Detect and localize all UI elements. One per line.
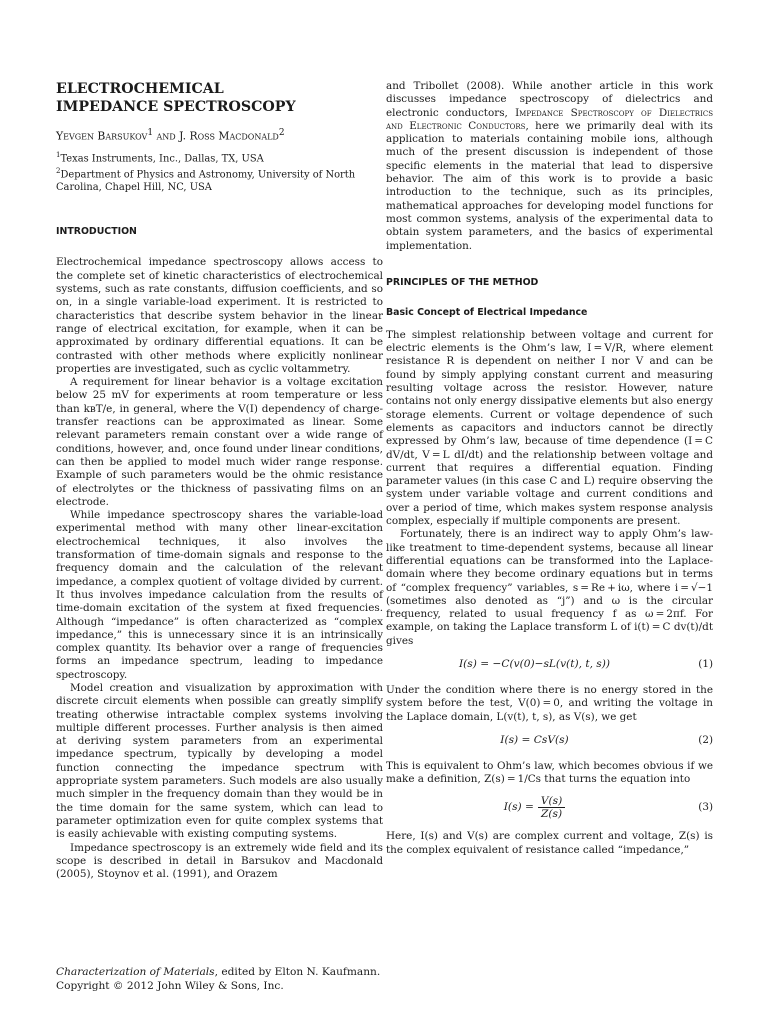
scope-paragraph bbox=[386, 80, 713, 253]
intro-paragraph-2: A requirement for linear behavior is a voltage excitation below 25 mV for experiments at room temperature or less than kʙT/e, in general, where the V(I) dependency of charge-transfer reactions can be approximated as linear. Some relevant parameters remain constant over a wide range of conditions, however, and, once found under linear conditions, can then be applied to model much wider range response. Example of such parameters would be the ohmic resistance of electrolytes or the thickness of passivating films on an electrode. bbox=[56, 376, 383, 508]
subsection-heading-impedance: Basic Concept of Electrical Impedance bbox=[386, 306, 588, 318]
intro-paragraph-4: Model creation and visualization by approximation with discrete circuit elements when possible can greatly simplify treating otherwise intractable complex systems involving multiple different processes. Further analysis is then aimed at deriving system parameters from an experimental impedance spectrum, typically by developing a model function connecting the impedance spectrum with appropriate system parameters. Such models are also usually much simpler in the frequency domain than they would be in the time domain for the same system, which can lead to parameter optimization even for quite complex systems that is easily achievable with existing computing systems. bbox=[56, 681, 383, 841]
intro-paragraph-5: Impedance spectroscopy is an extremely wide field and its scope is described in detail in Barsukov and Macdonald (2005), Stoynov et al. (1991), and Orazem bbox=[56, 841, 383, 881]
intro-paragraph-1: Electrochemical impedance spectroscopy allows access to the complete set of kinetic characteristics of electrochemical systems, such as rate constants, diffusion coefficients, and so on, in a single variable-load experiment. It is restricted to characteristics that describe system behavior in the linear range of electrical excitation, for example, when it can be approximated by ordinary differential equations. It can be contrasted with other methods where explicitly nonlinear properties are investigated, such as cyclic voltammetry. bbox=[56, 256, 383, 375]
author-conjunction: and bbox=[153, 129, 180, 143]
equation-3 bbox=[386, 792, 713, 822]
equation-2-number: (2) bbox=[698, 734, 713, 747]
principles-paragraph-2: Fortunately, there is an indirect way to apply Ohm’s law-like treatment to time-dependent systems, because all linear differential equations can be transformed into the Laplace-domain where they become ordinary equations but in terms of “complex frequency” variables, s = Re + iω, where i = √−1 (sometimes also denoted as “j”) and ω is the circular frequency, related to usual frequency f as ω = 2πf. For example, on taking the Laplace transform L of i(t) = C dv(t)/dt gives bbox=[386, 528, 713, 647]
equation-1 bbox=[386, 656, 713, 674]
citation-rest: , edited by Elton N. Kaufmann. bbox=[214, 966, 381, 978]
left-column bbox=[56, 80, 383, 881]
author-1: Yevgen Barsukov bbox=[56, 129, 148, 143]
intro-paragraph-3: While impedance spectroscopy shares the variable-load experimental method with many other linear-excitation electrochemical techniques, it also involves the transformation of time-domain signals and response to the frequency domain and the calculation of the relevant impedance, a complex quotient of voltage divided by current. It thus involves impedance calculation from the results of time-domain excitation of the system at fixed frequencies. Although “impedance” is often characterized as “complex impedance,” this is unnecessary since it is an intrinsically complex quantity. Its behavior over a range of frequencies forms an impedance spectrum, leading to impedance spectroscopy. bbox=[56, 509, 383, 681]
affiliation-2 bbox=[56, 165, 383, 194]
scope-paragraph-start: and Tribollet (2008). While another article in this work discusses impedance spectroscopy of dielectrics and electronic conductors, bbox=[386, 80, 713, 119]
copyright-line: Copyright © 2012 John Wiley & Sons, Inc. bbox=[56, 980, 284, 992]
principles-paragraph-3: Under the condition where there is no energy stored in the system before the test, V(0) = 0, and writing the voltage in the Laplace domain, L(v(t), t, s), as V(s), we get bbox=[386, 683, 713, 723]
affiliation-1-sup: 1 bbox=[56, 150, 61, 159]
section-heading-principles: PRINCIPLES OF THE METHOD bbox=[386, 276, 539, 288]
author-2: J. Ross Macdonald bbox=[179, 129, 279, 143]
affiliation-1 bbox=[56, 149, 383, 165]
affiliation-1-text: Texas Instruments, Inc., Dallas, TX, USA bbox=[60, 153, 264, 165]
article-title: ELECTROCHEMICAL IMPEDANCE SPECTROSCOPY bbox=[56, 81, 296, 115]
principles-paragraph-1: The simplest relationship between voltage and current for electric elements is the Ohm’s law, I = V/R, where element resistance R is dependent on neither I nor V and can be found by simply applying constant current and measuring resulting voltage across the resistor. However, nature contains not only energy dissipative elements but also energy storage elements. Current or voltage dependence of such elements as capacitors and inductors cannot be directly expressed by Ohm’s law, because of time dependence (I = C dV/dt, V = L dI/dt) and the relationship between voltage and current that requires a differential equation. Finding parameter values (in this case C and L) require observing the system under variable voltage and current conditions and over a period of time, which makes system response analysis complex, especially if multiple components are present. bbox=[386, 328, 713, 528]
equation-2-expression: I(s) = CsV(s) bbox=[500, 734, 569, 747]
principles-paragraph-5: Here, I(s) and V(s) are complex current and voltage, Z(s) is the complex equivalent of resistance called “impedance,” bbox=[386, 830, 713, 856]
affiliation-2-sup: 2 bbox=[56, 167, 61, 176]
page-footer bbox=[56, 965, 380, 993]
book-title: Characterization of Materials bbox=[56, 966, 215, 978]
author-1-sup: 1 bbox=[147, 128, 154, 138]
equation-3-expression bbox=[386, 795, 683, 820]
equation-1-number: (1) bbox=[698, 658, 713, 671]
principles-paragraph-4: This is equivalent to Ohm’s law, which becomes obvious if we make a definition, Z(s) = 1/Cs that turns the equation into bbox=[386, 759, 713, 786]
scope-paragraph-end: , here we primarily deal with its application to materials containing mobile ions, although much of the present discussion is independent of those specific elements in the material that lead to dispersive behavior. The aim of this work is to provide a basic introduction to the technique, such as its principles, mathematical approaches for developing model functions for most common systems, analysis of the experimental data to obtain system parameters, and the basics of experimental implementation. bbox=[386, 119, 714, 252]
author-line bbox=[56, 127, 383, 143]
equation-2 bbox=[386, 732, 713, 750]
equation-3-numerator: V(s) bbox=[538, 795, 565, 808]
cross-reference-link[interactable]: Impedance Spectroscopy of Dielectrics and Electronic Conductors bbox=[386, 106, 713, 132]
equation-3-fraction bbox=[538, 795, 565, 820]
right-column bbox=[386, 80, 713, 857]
equation-3-denominator: Z(s) bbox=[541, 807, 563, 820]
author-2-sup: 2 bbox=[278, 128, 285, 138]
affiliation-2-text: Department of Physics and Astronomy, University of North Carolina, Chapel Hill, NC, USA bbox=[56, 169, 356, 194]
equation-3-number: (3) bbox=[698, 800, 713, 813]
equation-1-expression: I(s) = −C(v(0)−sL(v(t), t, s)) bbox=[458, 658, 611, 671]
equation-3-lhs: I(s) = bbox=[503, 800, 534, 813]
section-heading-introduction: INTRODUCTION bbox=[56, 226, 137, 238]
citation-line bbox=[56, 965, 380, 979]
